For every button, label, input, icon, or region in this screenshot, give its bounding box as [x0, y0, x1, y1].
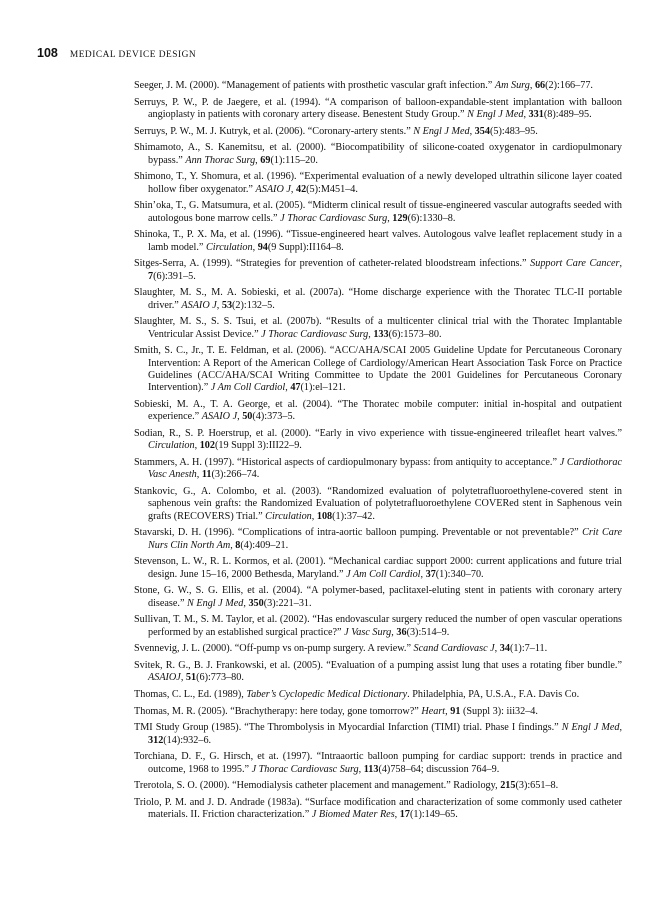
reference-text: ,	[237, 411, 243, 423]
reference-pages: (6):1573–80.	[388, 328, 442, 340]
reference-pages: (1):el–121.	[300, 382, 346, 394]
reference-journal: Am Surg	[494, 80, 530, 91]
reference-pages: (3):514–9.	[406, 626, 450, 638]
reference-volume: 113	[363, 763, 379, 775]
reference-volume: 53	[221, 299, 233, 311]
reference-journal: J Am Coll Cardiol	[210, 382, 286, 394]
reference-text: Svennevig, J. L. (2000). “Off-pump vs on-pump surgery. A review.”	[134, 643, 414, 655]
reference-volume: 69	[260, 154, 271, 166]
reference-list	[134, 80, 622, 826]
reference-pages: (8):489–95.	[543, 109, 592, 120]
reference-entry	[134, 780, 622, 792]
reference-pages: (1):37–42.	[332, 510, 375, 522]
reference-entry	[134, 80, 622, 92]
reference-entry	[134, 660, 622, 685]
reference-text: Sitges-Serra, A. (1999). “Strategies for prevention of catheter-related bloodstream infections.”	[134, 258, 531, 270]
reference-journal: Ann Thorac Surg	[185, 154, 256, 166]
reference-text: ,	[523, 109, 529, 120]
reference-volume: 129	[392, 212, 408, 224]
reference-volume: 215	[500, 780, 516, 792]
reference-journal: N Engl J Med	[187, 597, 244, 609]
reference-text: Stevenson, L. W., R. L. Kormos, et al. (2001). “Mechanical cardiac support 2000: current applications and future trial design. June 15–16, 2000 Bethesda, Maryland.”	[134, 556, 622, 580]
reference-text: ,	[529, 80, 535, 91]
reference-volume: 133	[373, 328, 389, 340]
reference-entry	[134, 706, 622, 718]
reference-entry	[134, 229, 622, 254]
reference-volume: 331	[528, 109, 544, 120]
reference-journal: Circulation	[148, 440, 195, 452]
reference-text: Seeger, J. M. (2000). “Management of patients with prosthetic vascular graft infection.”	[134, 80, 495, 91]
reference-journal: J Biomed Mater Res	[311, 809, 395, 821]
reference-journal: J Cardiothorac Vasc Anesth	[148, 457, 622, 481]
reference-journal: J Am Coll Cardiol	[346, 568, 421, 580]
reference-text: Smith, S. C., Jr., T. E. Feldman, et al. (2006). “ACC/AHA/SCAI 2005 Guideline Update for Percutaneous Coronary Intervention: A Report of the American College of Cardiology/American Heart Association Task Force on Practice Guidelines (ACC/AHA/SCAI Writing Committee to Update the 2001 Guidelines for Percutaneous Coronary Intervention).”	[134, 345, 622, 394]
reference-text: ,	[368, 328, 374, 340]
reference-text: Svitek, R. G., B. J. Frankowski, et al. (2005). “Evaluation of a pumping assist lung that uses a rotating fiber bundle.”	[134, 660, 622, 671]
reference-volume: 17	[399, 809, 410, 821]
reference-entry	[134, 689, 622, 701]
reference-text: ,	[619, 258, 622, 270]
reference-text: ,	[494, 643, 500, 655]
reference-text: TMI Study Group (1985). “The Thrombolysis in Myocardial Infarction (TIMI) trial. Phase I findings.”	[134, 722, 562, 734]
reference-entry	[134, 751, 622, 776]
reference-volume: 94	[257, 241, 268, 253]
reference-text: ,	[420, 568, 426, 580]
reference-text: ,	[394, 809, 400, 821]
reference-volume: 91	[450, 705, 461, 717]
reference-text: ,	[358, 763, 364, 775]
reference-volume: 37	[425, 568, 436, 580]
reference-volume: 8	[235, 539, 241, 551]
reference-entry	[134, 200, 622, 225]
reference-text: Sullivan, T. M., S. M. Taylor, et al. (2002). “Has endovascular surgery reduced the number of open vascular operations performed by an established surgical practice?”	[134, 614, 622, 638]
reference-text: ,	[619, 722, 622, 734]
reference-pages: (2):166–77.	[545, 80, 593, 91]
reference-text: Serruys, P. W., P. de Jaegere, et al. (1994). “A comparison of balloon-expandable-stent implantation with balloon angioplasty in patients with coronary artery disease. Benestent Study Group.”	[134, 96, 622, 120]
reference-pages: (4):373–5.	[252, 411, 296, 423]
reference-text: Shinoka, T., P. X. Ma, et al. (1996). “Tissue-engineered heart valves. Autologous valve leaflet replacement study in a lamb model.”	[134, 229, 622, 253]
reference-volume: 50	[242, 411, 253, 423]
reference-entry	[134, 585, 622, 610]
reference-entry	[134, 142, 622, 167]
reference-text: ,	[180, 672, 186, 684]
page-number: 108	[37, 46, 58, 60]
reference-pages: (4)758–64; discussion 764–9.	[378, 763, 500, 775]
reference-text: ,	[469, 125, 475, 137]
reference-text: ,	[285, 382, 291, 394]
reference-pages: (5):483–95.	[489, 125, 538, 137]
reference-text: ,	[290, 183, 296, 195]
reference-entry	[134, 258, 622, 283]
reference-journal: J Thorac Cardiovasc Surg	[251, 763, 359, 775]
reference-journal: Support Care Cancer	[530, 258, 620, 270]
reference-volume: 102	[199, 440, 215, 452]
reference-journal: Taber’s Cyclopedic Medical Dictionary	[246, 689, 408, 700]
reference-pages: (1):340–70.	[435, 568, 484, 580]
reference-volume: 34	[499, 643, 510, 655]
reference-text: . Philadelphia, PA, U.S.A., F.A. Davis Co.	[407, 689, 580, 700]
reference-pages: (2):132–5.	[232, 299, 275, 311]
reference-text: Stankovic, G., A. Colombo, et al. (2003). “Randomized evaluation of polytetrafluoroethylene-covered stent in saphenous vein grafts: the Randomized Evaluation of polytetrafluoroethylene COVERed stent in Saphenous vein grafts (RECOVERS) Trial.”	[134, 486, 622, 522]
reference-volume: 66	[534, 80, 546, 91]
reference-text: Trerotola, S. O. (2000). “Hemodialysis catheter placement and management.” Radiology,	[134, 780, 501, 792]
reference-pages: (6):773–80.	[196, 672, 244, 684]
reference-journal: J Vasc Surg	[344, 626, 392, 638]
reference-pages: (3):221–31.	[263, 597, 312, 609]
reference-entry	[134, 428, 622, 453]
reference-text: Stammers, A. H. (1997). “Historical aspects of cardiopulmonary bypass: from antiquity to acceptance.”	[134, 457, 560, 468]
reference-volume: 7	[148, 270, 154, 282]
reference-text: Shimono, T., Y. Shomura, et al. (1996). “Experimental evaluation of a newly developed ultrathin silicone layer coated hollow fiber oxygenator.”	[134, 171, 622, 195]
reference-entry	[134, 457, 622, 482]
reference-text: ,	[445, 705, 451, 717]
reference-entry	[134, 171, 622, 196]
reference-pages: (4):409–21.	[240, 539, 289, 551]
reference-text: ,	[387, 212, 393, 224]
reference-entry	[134, 722, 622, 747]
reference-text: Thomas, C. L., Ed. (1989),	[134, 689, 247, 700]
reference-volume: 108	[316, 510, 333, 522]
reference-entry	[134, 643, 622, 655]
reference-volume: 47	[290, 382, 301, 394]
reference-journal: N Engl J Med	[561, 722, 620, 734]
reference-volume: 354	[474, 125, 490, 137]
reference-volume: 312	[148, 734, 164, 746]
reference-journal: N Engl J Med	[467, 109, 524, 120]
reference-pages: (1):115–20.	[270, 154, 318, 166]
reference-text: Torchiana, D. F., G. Hirsch, et at. (1997). “Intraaortic balloon pumping for cardiac support: trends in practice and outcome, 1968 to 1995.”	[134, 751, 622, 775]
reference-text: Sodian, R., S. P. Hoerstrup, et al. (2000). “Early in vivo experience with tissue-engineered trileaflet heart valves.”	[134, 428, 622, 439]
reference-entry	[134, 126, 622, 138]
reference-journal: Heart	[421, 705, 446, 717]
reference-volume: 350	[248, 597, 264, 609]
reference-pages: (3):266–74.	[211, 469, 260, 481]
reference-text: Triolo, P. M. and J. D. Andrade (1983a). “Surface modification and characterization of some commonly used catheter materials. II. Friction characterization.”	[134, 796, 622, 821]
reference-journal: J Thorac Cardiovasc Surg	[280, 212, 388, 224]
reference-entry	[134, 614, 622, 639]
reference-pages: (Suppl 3): iii32–4.	[460, 705, 538, 717]
reference-text: Slaughter, M. S., S. S. Tsui, et al. (2007b). “Results of a multicenter clinical trial with the Thoratec Implantable Ventricular Assist Device.”	[134, 316, 622, 340]
reference-text: ,	[252, 241, 258, 253]
reference-entry	[134, 316, 622, 341]
reference-entry	[134, 556, 622, 581]
reference-journal: Crit Care Nurs Clin North Am	[148, 527, 623, 551]
reference-text: Slaughter, M. S., M. A. Sobieski, et al. (2007a). “Home discharge experience with the Thoratec TLC-II portable driver.”	[134, 287, 622, 311]
reference-journal: J Thorac Cardiovasc Surg	[261, 328, 369, 340]
reference-volume: 51	[185, 672, 197, 684]
reference-text: Serruys, P. W., M. J. Kutryk, et al. (2006). “Coronary-artery stents.”	[134, 125, 414, 137]
reference-journal: Circulation	[265, 510, 312, 522]
reference-entry	[134, 287, 622, 312]
reference-pages: (19 Suppl 3):III22–9.	[214, 440, 302, 452]
reference-text: ,	[243, 597, 249, 609]
reference-entry	[134, 797, 622, 822]
reference-entry	[134, 399, 622, 424]
running-head: MEDICAL DEVICE DESIGN	[69, 50, 197, 60]
reference-journal: ASAIO J	[201, 411, 238, 423]
reference-text: ,	[194, 440, 200, 452]
reference-journal: ASAIO J	[255, 183, 291, 195]
reference-pages: (14):932–6.	[163, 734, 212, 746]
reference-pages: (9 Suppl):II164–8.	[267, 241, 344, 253]
reference-text: Thomas, M. R. (2005). “Brachytherapy: here today, gone tomorrow?”	[134, 705, 422, 717]
reference-journal: N Engl J Med	[413, 125, 470, 137]
reference-text: ,	[391, 626, 397, 638]
reference-journal: ASAIO J	[181, 299, 217, 311]
reference-pages: (1):149–65.	[409, 809, 458, 821]
reference-text: Shimamoto, A., S. Kanemitsu, et al. (2000). “Biocompatibility of silicone-coated oxygenator in cardiopulmonary bypass.”	[134, 142, 622, 166]
reference-pages: (5):M451–4.	[306, 183, 358, 195]
page-header	[37, 44, 597, 64]
reference-text: Stavarski, D. H. (1996). “Complications of intra-aortic balloon pumping. Preventable or not preventable?”	[134, 527, 583, 539]
reference-entry	[134, 527, 622, 552]
reference-text: ,	[196, 469, 202, 481]
reference-volume: 36	[396, 626, 407, 638]
reference-pages: (3):651–8.	[515, 780, 559, 792]
reference-journal: Circulation	[206, 241, 253, 253]
reference-volume: 42	[295, 183, 307, 195]
reference-text: Shin’oka, T., G. Matsumura, et al. (2005). “Midterm clinical result of tissue-engineered vascular autografts seeded with autologous bone marrow cells.”	[134, 200, 622, 224]
reference-text: Sobieski, M. A., T. A. George, et al. (2004). “The Thoratec mobile computer: initial in-hospital and outpatient experience.”	[134, 399, 622, 423]
reference-text: Stone, G. W., S. G. Ellis, et al. (2004). “A polymer-based, paclitaxel-eluting stent in patients with coronary artery disease.”	[134, 585, 622, 609]
reference-journal: Scand Cardiovasc J	[413, 643, 495, 655]
reference-text: ,	[230, 539, 236, 551]
reference-pages: (1):7–11.	[509, 643, 548, 655]
reference-text: ,	[255, 154, 261, 166]
reference-pages: (6):1330–8.	[407, 212, 456, 224]
reference-pages: (6):391–5.	[153, 270, 196, 282]
reference-entry	[134, 345, 622, 395]
reference-volume: 11	[201, 469, 212, 481]
reference-text: ,	[216, 299, 222, 311]
reference-text: ,	[311, 510, 317, 522]
reference-entry	[134, 486, 622, 523]
reference-journal: ASAIOJ	[148, 672, 181, 684]
reference-entry	[134, 97, 622, 122]
